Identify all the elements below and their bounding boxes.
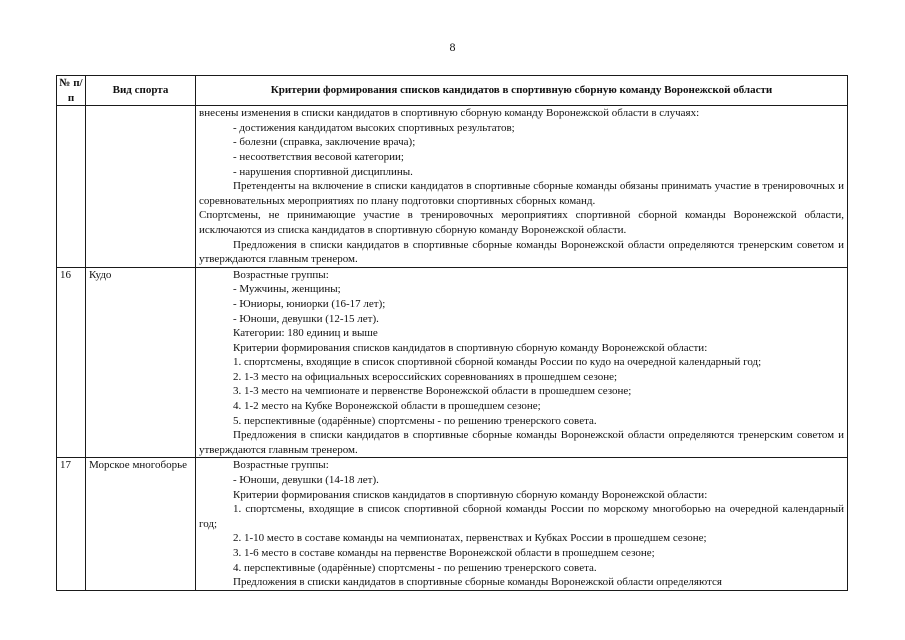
criteria-item: 5. перспективные (одарённые) спортсмены - по решению тренерского совета. — [233, 414, 597, 427]
table-row-continued — [57, 106, 848, 268]
continued-intro: внесены изменения в списки кандидатов в спортивную сборную команду Воронежской области в случаях: — [199, 107, 700, 120]
continued-case: - болезни (справка, заключение врача); — [233, 136, 416, 149]
criteria-item: 3. 1-6 место в составе команды на первенстве Воронежской области в прошедшем сезоне; — [233, 547, 655, 559]
row-criteria-cell — [196, 267, 848, 458]
age-group-item: - Юниоры, юниорки (16-17 лет); — [233, 297, 386, 310]
continued-case: - нарушения спортивной дисциплины. — [233, 165, 413, 178]
table-row-kudo — [57, 267, 848, 458]
continued-paragraph: Претенденты на включение в списки кандидатов в спортивные сборные команды обязаны принимать участие в тренировочных и соревновательных мероприятиях по плану подготовки спортивных сборных команд. — [199, 180, 844, 207]
age-groups-title: Возрастные группы: — [233, 459, 329, 472]
continued-case: - несоответствия весовой категории; — [233, 150, 404, 163]
age-group-item: - Юноши, девушки (14-18 лет). — [233, 474, 379, 487]
closing-paragraph: Предложения в списки кандидатов в спортивные сборные команды Воронежской области определяются тренерским советом и утверждаются главным тренером. — [199, 429, 844, 456]
criteria-table — [56, 75, 848, 591]
header-sport: Вид спорта — [86, 76, 196, 106]
criteria-item: 4. перспективные (одарённые) спортсмены - по решению тренерского совета. — [233, 561, 597, 574]
continued-case: - достижения кандидатом высоких спортивных результатов; — [233, 121, 515, 134]
criteria-item: 2. 1-3 место на официальных всероссийских соревнованиях в прошедшем сезоне; — [233, 370, 618, 383]
age-groups-title: Возрастные группы: — [233, 268, 329, 281]
page-number: 8 — [449, 40, 456, 54]
row-number: 16 — [57, 267, 86, 458]
table-row-marine — [57, 458, 848, 590]
criteria-item: 3. 1-3 место на чемпионате и первенстве Воронежской области в прошедшем сезоне; — [233, 385, 632, 398]
header-number: № п/п — [57, 76, 86, 106]
criteria-item: 2. 1-10 место в составе команды на чемпионатах, первенствах и Кубках России в прошедшем сезоне; — [233, 532, 707, 545]
continued-paragraph: Спортсмены, не принимающие участие в тренировочных мероприятиях спортивной сборной команды Воронежской области, исключаются из списка кандидатов в спортивную сборную команду Воронежской области. — [199, 209, 844, 236]
age-group-item: - Юноши, девушки (12-15 лет). — [233, 312, 379, 325]
age-group-item: - Мужчины, женщины; — [233, 283, 341, 296]
criteria-title: Критерии формирования списков кандидатов в спортивную сборную команду Воронежской области: — [233, 341, 708, 354]
categories-line: Категории: 180 единиц и выше — [233, 327, 378, 340]
row-number-cell — [57, 106, 86, 268]
closing-paragraph: Предложения в списки кандидатов в спортивные сборные команды Воронежской области определяются — [233, 576, 722, 589]
row-criteria-cell — [196, 458, 848, 590]
criteria-title: Критерии формирования списков кандидатов в спортивную сборную команду Воронежской области: — [233, 488, 708, 501]
row-sport-name: Кудо — [86, 267, 196, 458]
criteria-item: 1. спортсмены, входящие в список спортивной сборной команды России по кудо на очередной календарный год; — [233, 356, 762, 369]
header-criteria: Критерии формирования списков кандидатов в спортивную сборную команду Воронежской области — [196, 76, 848, 106]
criteria-item: 4. 1-2 место на Кубке Воронежской области в прошедшем сезоне; — [233, 400, 541, 413]
table-header-row — [57, 76, 848, 106]
row-criteria-cell — [196, 106, 848, 268]
row-sport-name: Морское многоборье — [86, 458, 196, 590]
row-sport-cell — [86, 106, 196, 268]
row-number: 17 — [57, 458, 86, 590]
criteria-item: 1. спортсмены, входящие в список спортивной сборной команды России по морскому многоборью на очередной календарный год; — [199, 503, 844, 530]
continued-paragraph: Предложения в списки кандидатов в спортивные сборные команды Воронежской области определяются тренерским советом и утверждаются главным тренером. — [199, 238, 844, 266]
